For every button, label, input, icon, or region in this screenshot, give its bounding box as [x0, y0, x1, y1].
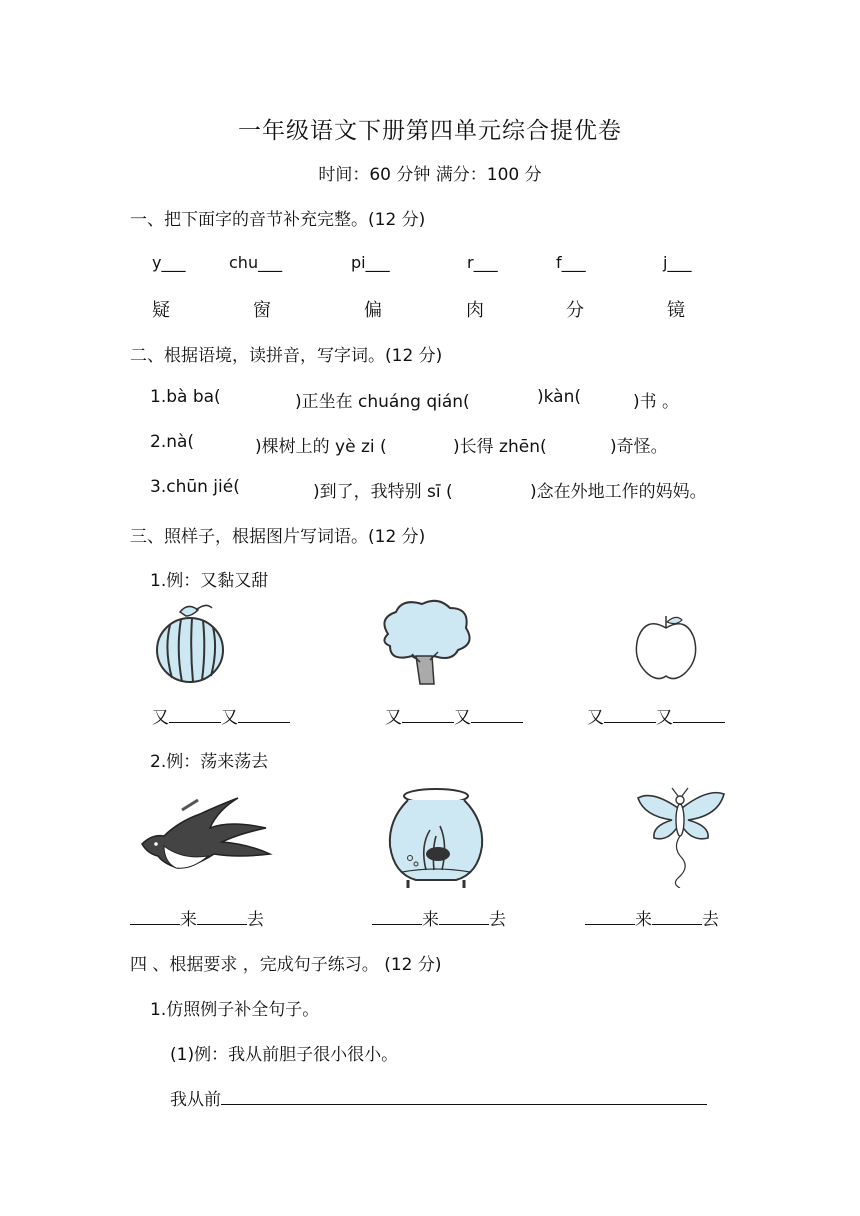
swallow-picture	[138, 794, 274, 880]
answer-blank[interactable]	[604, 704, 656, 723]
example-sentence: (1)例：我从前胆子很小很小。	[170, 1045, 399, 1065]
pinyin-item: chu___	[229, 253, 283, 272]
fill-blank-group-1	[152, 703, 290, 728]
question-2-2-part: 2.nà(	[150, 432, 195, 452]
fill-blank-group-3	[587, 703, 725, 728]
question-2-2-part: )奇怪。	[610, 437, 668, 457]
pinyin-item: f___	[556, 253, 586, 272]
pinyin-item: j___	[663, 253, 692, 272]
example-1: 1.例：又黏又甜	[150, 571, 269, 591]
hanzi-item: 偏	[364, 300, 382, 321]
qu-char: 去	[247, 910, 264, 930]
you-char: 又	[152, 708, 169, 728]
hanzi-item: 分	[566, 300, 584, 321]
apple-picture	[632, 612, 702, 684]
fishbowl-picture	[386, 786, 486, 890]
hanzi-item: 镜	[667, 300, 685, 321]
section-4-heading: 四 、根据要求 ，完成句子练习。 (12 分)	[130, 955, 442, 975]
page-title: 一年级语文下册第四单元综合提优卷	[238, 118, 622, 144]
tree-picture	[376, 598, 476, 690]
hanzi-item: 窗	[253, 300, 271, 321]
answer-blank[interactable]	[238, 704, 290, 723]
answer-blank[interactable]	[439, 906, 489, 925]
pinyin-item: pi___	[351, 253, 390, 272]
qu-char: 去	[702, 910, 719, 930]
you-char: 又	[656, 708, 673, 728]
answer-blank[interactable]	[585, 906, 635, 925]
answer-blank[interactable]	[197, 906, 247, 925]
question-4-1: 1.仿照例子补全句子。	[150, 1000, 320, 1020]
section-1-heading: 一、把下面字的音节补充完整。(12 分)	[130, 210, 426, 230]
lai-char: 来	[180, 910, 197, 930]
answer-blank[interactable]	[673, 704, 725, 723]
question-2-2-part: )棵树上的 yè zi (	[255, 437, 387, 457]
qu-char: 去	[489, 910, 506, 930]
fill-blank-group-6	[585, 905, 719, 930]
answer-blank[interactable]	[130, 906, 180, 925]
question-2-1-part: )kàn(	[537, 387, 582, 407]
answer-blank[interactable]	[402, 704, 454, 723]
answer-blank[interactable]	[169, 704, 221, 723]
answer-blank[interactable]	[652, 906, 702, 925]
hanzi-item: 肉	[466, 300, 484, 321]
question-2-1-part: )书 。	[633, 392, 680, 412]
answer-blank[interactable]	[372, 906, 422, 925]
answer-blank[interactable]	[221, 1086, 707, 1105]
pinyin-item: y___	[152, 253, 186, 272]
question-2-1-part: 1.bà ba(	[150, 387, 221, 407]
hanzi-item: 疑	[152, 300, 170, 321]
watermelon-picture	[150, 600, 230, 686]
you-char: 又	[587, 708, 604, 728]
fill-blank-group-2	[385, 703, 523, 728]
fill-blank-group-5	[372, 905, 506, 930]
pinyin-item: r___	[467, 253, 498, 272]
lai-char: 来	[422, 910, 439, 930]
question-2-3-part: )到了，我特别 sī (	[313, 482, 453, 502]
question-2-1-part: )正坐在 chuáng qián(	[295, 392, 470, 412]
you-char: 又	[221, 708, 238, 728]
fill-blank-group-4	[130, 905, 264, 930]
butterfly-kite-picture	[632, 786, 728, 888]
section-3-heading: 三、照样子，根据图片写词语。(12 分)	[130, 527, 426, 547]
answer-blank[interactable]	[471, 704, 523, 723]
page-subtitle: 时间：60 分钟 满分：100 分	[318, 165, 542, 185]
answer-line	[170, 1085, 707, 1110]
question-2-3-part: )念在外地工作的妈妈。	[530, 482, 707, 502]
you-char: 又	[385, 708, 402, 728]
example-2: 2.例：荡来荡去	[150, 752, 269, 772]
answer-prefix: 我从前	[170, 1090, 221, 1110]
lai-char: 来	[635, 910, 652, 930]
question-2-3-part: 3.chūn jié(	[150, 477, 240, 497]
section-2-heading: 二、根据语境，读拼音，写字词。(12 分)	[130, 346, 443, 366]
question-2-2-part: )长得 zhēn(	[453, 437, 547, 457]
you-char: 又	[454, 708, 471, 728]
